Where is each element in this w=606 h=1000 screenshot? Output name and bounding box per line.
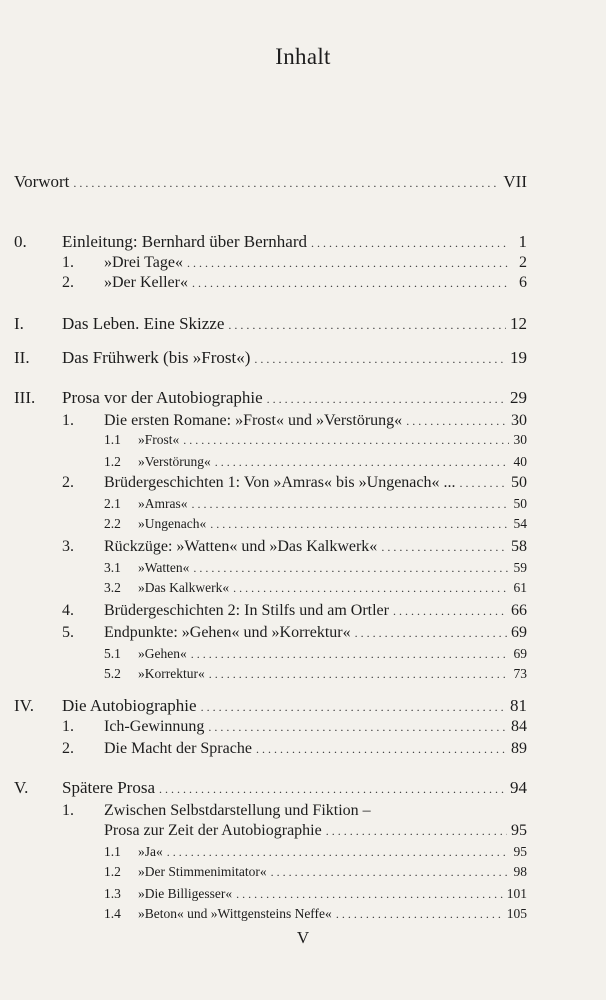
toc-entry-label: Die ersten Romane: »Frost« und »Verstörung« [104, 412, 403, 429]
dot-leader [406, 414, 507, 429]
toc-entry-number: 5.1 [104, 646, 121, 661]
toc-entry-number: III. [14, 388, 36, 407]
toc-entry-label: Zwischen Selbstdarstellung und Fiktion – [104, 802, 371, 819]
toc-entry-page: 30 [513, 432, 527, 447]
toc-entry-number: 2. [62, 474, 74, 491]
toc-entry-label: Das Frühwerk (bis »Frost«) [62, 348, 251, 367]
dot-leader [271, 865, 509, 880]
toc-entry-label: Spätere Prosa [62, 778, 156, 797]
toc-entry-page: 84 [511, 718, 527, 735]
toc-entry-page: 98 [513, 864, 527, 879]
toc-entry-label: »Ungenach« [138, 516, 207, 531]
dot-leader [267, 392, 506, 407]
toc-entry [0, 718, 606, 742]
toc-entry-number: 1.1 [104, 844, 121, 859]
toc-entry-number: 1. [62, 412, 74, 429]
toc-entry-label: »Der Stimmenimitator« [138, 864, 267, 879]
toc-entry-number: 3.1 [104, 560, 121, 575]
toc-entry [0, 348, 606, 372]
dot-leader [311, 236, 509, 251]
dot-leader [201, 700, 506, 715]
toc-entry-number: IV. [14, 696, 34, 715]
dot-leader [191, 647, 509, 662]
toc-entry-label: Einleitung: Bernhard über Bernhard [62, 232, 308, 251]
toc-entry-label: »Der Keller« [104, 274, 188, 291]
toc-entry [0, 538, 606, 562]
toc-entry-page: 59 [513, 560, 527, 575]
toc-entry-label: Brüdergeschichten 1: Von »Amras« bis »Ungenach« ... [104, 474, 456, 491]
toc-entry-number: 0. [14, 232, 27, 251]
toc-entry-page: 105 [506, 906, 527, 921]
toc-entry [0, 666, 606, 690]
toc-entry [0, 474, 606, 498]
toc-entry-label: »Ja« [138, 844, 163, 859]
toc-entry-number: II. [14, 348, 30, 367]
toc-entry-number: 1. [62, 718, 74, 735]
toc-entry-number: 1. [62, 254, 74, 271]
toc-entry-label: »Frost« [138, 432, 180, 447]
toc-entry-page: 6 [519, 274, 527, 291]
toc-entry [0, 432, 606, 456]
toc-entry-label: Brüdergeschichten 2: In Stilfs und am Ortler [104, 602, 389, 619]
toc-entry-number: 4. [62, 602, 74, 619]
toc-entry-page: 69 [513, 646, 527, 661]
toc-entry-number: 3. [62, 538, 74, 555]
toc-entry-page: 29 [510, 388, 527, 407]
toc-entry [0, 388, 606, 412]
dot-leader [192, 276, 509, 291]
toc-entry-number: 1.3 [104, 886, 121, 901]
dot-leader [183, 433, 509, 448]
toc-entry-page: 50 [511, 474, 527, 491]
toc-entry-page: 73 [513, 666, 527, 681]
toc-entry-page: 58 [511, 538, 527, 555]
toc-entry-page: 1 [518, 232, 527, 251]
toc-entry-page: 54 [513, 516, 527, 531]
toc-entry [0, 580, 606, 604]
dot-leader [236, 887, 503, 902]
toc-entry-label: Die Autobiographie [62, 696, 197, 715]
toc-entry [0, 602, 606, 626]
toc-entry [0, 864, 606, 888]
toc-entry-number: 3.2 [104, 580, 121, 595]
toc-entry [0, 624, 606, 648]
dot-leader [228, 318, 506, 333]
dot-leader [355, 626, 507, 641]
toc-entry-page: 61 [513, 580, 527, 595]
dot-leader [254, 352, 506, 367]
toc-entry [0, 172, 606, 196]
dot-leader [336, 907, 503, 922]
toc-entry-number: 5.2 [104, 666, 121, 681]
dot-leader [209, 667, 509, 682]
toc-entry-page: 40 [513, 454, 527, 469]
toc-entry [0, 314, 606, 338]
toc-entry-label: Ich-Gewinnung [104, 718, 205, 735]
dot-leader [233, 581, 509, 596]
toc-entry-number: 1.1 [104, 432, 121, 447]
dot-leader [210, 517, 509, 532]
toc-entry-page: 101 [506, 886, 527, 901]
toc-entry-page: 2 [519, 254, 527, 271]
toc-entry-page: 66 [511, 602, 527, 619]
dot-leader [73, 176, 499, 191]
toc-entry-number: 1.4 [104, 906, 121, 921]
toc-entry-number: I. [14, 314, 24, 333]
toc-entry-label: Die Macht der Sprache [104, 740, 252, 757]
toc-entry-label: Prosa vor der Autobiographie [62, 388, 263, 407]
toc-entry-number: 1. [62, 802, 74, 819]
dot-leader [192, 497, 510, 512]
toc-entry [0, 778, 606, 802]
toc-entry-page: 30 [511, 412, 527, 429]
toc-entry-label: »Die Billigesser« [138, 886, 233, 901]
toc-entry-page: 95 [511, 822, 527, 839]
page-number: V [296, 928, 310, 947]
toc-entry-label: Rückzüge: »Watten« und »Das Kalkwerk« [104, 538, 378, 555]
toc-entry [0, 274, 606, 298]
toc-entry [0, 696, 606, 720]
toc-entry-label: »Amras« [138, 496, 188, 511]
toc-entry-label: »Gehen« [138, 646, 187, 661]
toc-entry-page: 12 [510, 314, 527, 333]
toc-entry-label: Vorwort [14, 172, 70, 191]
toc-entry-page: VII [503, 172, 527, 191]
dot-leader [215, 455, 509, 470]
dot-leader [393, 604, 507, 619]
toc-entry-number: 1.2 [104, 454, 121, 469]
toc-entry-label: »Watten« [138, 560, 190, 575]
toc-entry-page: 94 [510, 778, 527, 797]
dot-leader [159, 782, 506, 797]
toc-entry-page: 69 [511, 624, 527, 641]
dot-leader [326, 824, 507, 839]
dot-leader [460, 476, 508, 491]
toc-entry-page: 95 [513, 844, 527, 859]
toc-entry-label: »Drei Tage« [104, 254, 183, 271]
toc-entry-label: Das Leben. Eine Skizze [62, 314, 225, 333]
dot-leader [381, 540, 507, 555]
toc-entry-label: Endpunkte: »Gehen« und »Korrektur« [104, 624, 351, 641]
toc-entry-number: 5. [62, 624, 74, 641]
toc-entry-label: »Beton« und »Wittgensteins Neffe« [138, 906, 332, 921]
dot-leader [167, 845, 509, 860]
dot-leader [208, 720, 507, 735]
toc-entry [0, 516, 606, 540]
toc-entry-page: 19 [510, 348, 527, 367]
dot-leader [187, 256, 509, 271]
toc-entry-page: 50 [513, 496, 527, 511]
page-title: Inhalt [275, 44, 331, 69]
toc-entry-number: 2. [62, 274, 74, 291]
toc-entry-label: »Verstörung« [138, 454, 211, 469]
toc-entry-number: 2.1 [104, 496, 121, 511]
toc-entry-number: 2.2 [104, 516, 121, 531]
toc-entry [0, 822, 606, 846]
dot-leader [193, 561, 509, 576]
toc-entry [0, 740, 606, 764]
toc-entry-page: 81 [510, 696, 527, 715]
dot-leader [256, 742, 507, 757]
toc-entry-label: Prosa zur Zeit der Autobiographie [104, 822, 322, 839]
toc-entry-label: »Korrektur« [138, 666, 205, 681]
toc-entry-label: »Das Kalkwerk« [138, 580, 230, 595]
toc-entry-page: 89 [511, 740, 527, 757]
toc-entry-number: 1.2 [104, 864, 121, 879]
toc-entry [0, 232, 606, 256]
toc-entry [0, 906, 606, 930]
toc-entry-number: V. [14, 778, 29, 797]
toc-entry-number: 2. [62, 740, 74, 757]
